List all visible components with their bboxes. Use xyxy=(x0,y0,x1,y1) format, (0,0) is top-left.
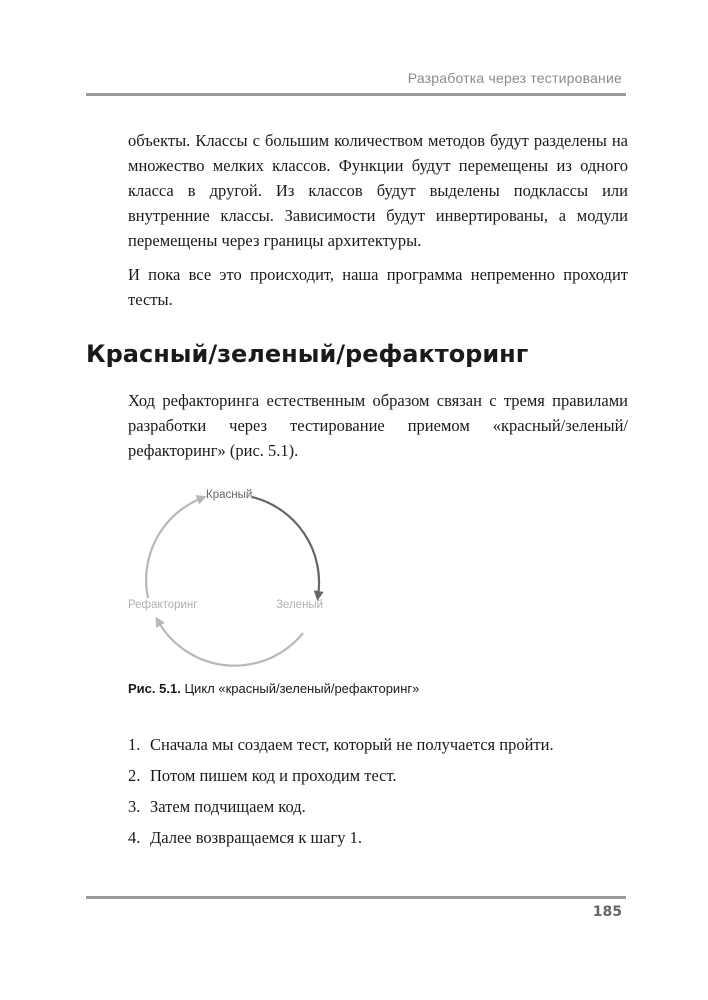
label-green: Зеленый xyxy=(276,599,324,611)
step-number: 3. xyxy=(128,797,141,816)
section-title: Красный/зеленый/рефакторинг xyxy=(86,340,529,368)
footer-rule xyxy=(86,896,626,899)
caption-number: Рис. 5.1. xyxy=(128,681,181,696)
cycle-diagram xyxy=(120,478,350,678)
paragraph-tests-pass: И пока все это происходит, наша программа непременно проходит тесты. xyxy=(128,265,628,309)
label-refactor: Рефакторинг xyxy=(128,599,198,611)
cycle-figure xyxy=(120,478,350,678)
list-item xyxy=(128,794,554,825)
steps-list xyxy=(128,732,554,856)
paragraph-refactoring-intro: Ход рефакторинга естественным образом связан с тремя правилами разработки через тестирование приемом «красный/зеленый/рефакторинг» (рис. 5.1). xyxy=(128,391,628,460)
arc-refactor-to-red xyxy=(146,498,202,598)
step-number: 1. xyxy=(128,735,141,754)
step-text: Далее возвращаемся к шагу 1. xyxy=(150,828,363,847)
step-text: Потом пишем код и проходим тест. xyxy=(150,766,397,785)
step-number: 2. xyxy=(128,766,141,785)
step-number: 4. xyxy=(128,828,141,847)
caption-text: Цикл «красный/зеленый/рефакторинг» xyxy=(184,681,420,696)
list-item xyxy=(128,825,554,856)
arc-green-to-refactor xyxy=(158,621,303,666)
step-text: Затем подчищаем код. xyxy=(150,797,306,816)
arc-red-to-green xyxy=(252,497,319,596)
running-head: Разработка через тестирование xyxy=(407,70,622,86)
step-text: Сначала мы создаем тест, который не получается пройти. xyxy=(150,735,554,754)
label-red: Красный xyxy=(206,489,253,501)
header-rule xyxy=(86,93,626,96)
figure-caption xyxy=(128,681,419,696)
paragraph-objects: объекты. Классы с большим количеством методов будут разделены на множество мелких классов. Функции будут перемещены из одного класса в другой. Из классов будут выделены подклассы или внутренние классы. Зависимости будут инвертированы, а модули перемещены через границы архитектуры. xyxy=(128,131,628,250)
list-item xyxy=(128,732,554,763)
list-item xyxy=(128,763,554,794)
page-number: 185 xyxy=(592,904,622,920)
